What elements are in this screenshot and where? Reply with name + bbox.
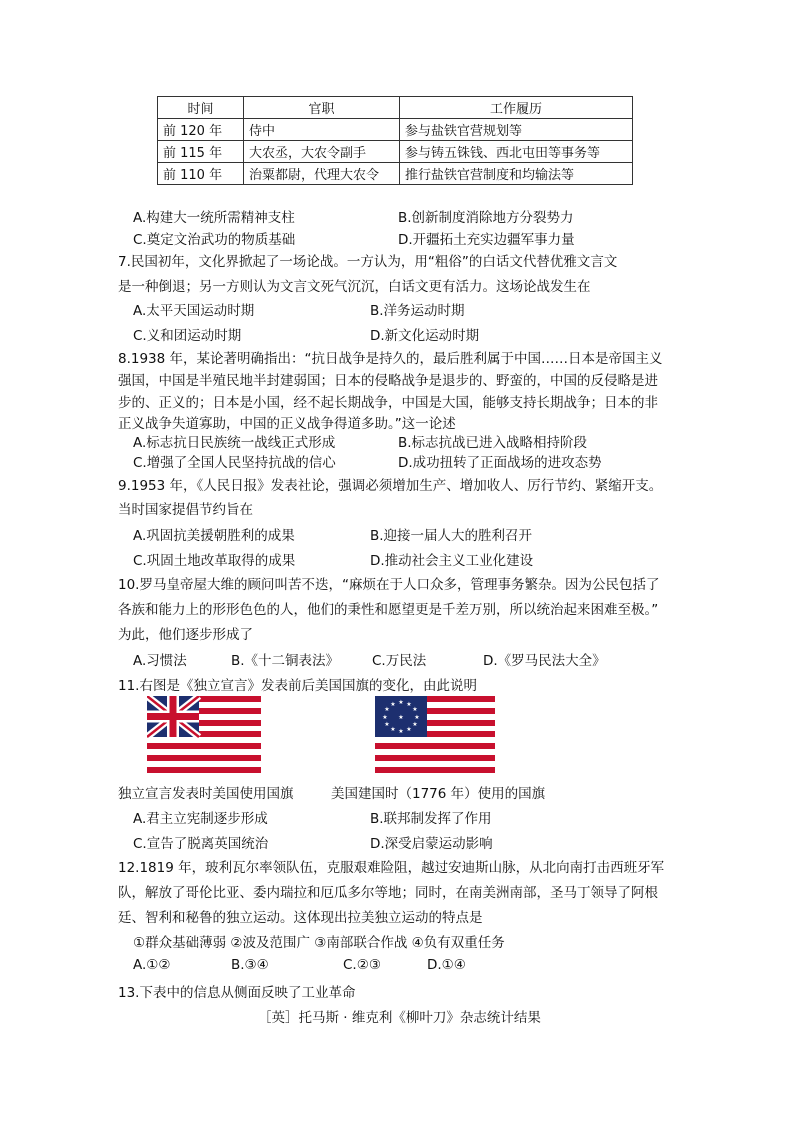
q9-option-c: C.巩固土地改革取得的成果 bbox=[133, 553, 296, 569]
betsy-ross-flag-image bbox=[375, 696, 495, 773]
table-cell: 前 110 年 bbox=[158, 163, 244, 185]
table-cell: 前 120 年 bbox=[158, 119, 244, 141]
q11-option-b: B.联邦制发挥了作用 bbox=[370, 811, 492, 827]
flag2-caption: 美国建国时（1776 年）使用的国旗 bbox=[331, 786, 546, 802]
svg-text:★: ★ bbox=[412, 706, 418, 713]
svg-text:★: ★ bbox=[414, 714, 420, 721]
q9-option-d: D.推动社会主义工业化建设 bbox=[370, 553, 534, 569]
q7-option-d: D.新文化运动时期 bbox=[370, 328, 480, 344]
grand-union-flag-image bbox=[147, 696, 261, 773]
q10-stem-line: 各族和能力上的形形色色的人，他们的秉性和愿望更是千差万别，所以统治起来困难至极。” bbox=[118, 602, 659, 618]
table-row bbox=[158, 141, 633, 163]
q7-stem-line: 是一种倒退；另一方则认为文言文死气沉沉，白话文更有活力。这场论战发生在 bbox=[118, 279, 591, 295]
q11-option-c: C.宣告了脱离英国统治 bbox=[133, 836, 269, 852]
q10-stem-line: 为此，他们逐步形成了 bbox=[118, 627, 253, 643]
q11-option-a: A.君主立宪制逐步形成 bbox=[133, 811, 268, 827]
q11-stem-line: 11.右图是《独立宣言》发表前后美国国旗的变化，由此说明 bbox=[118, 678, 477, 694]
q12-option-d: D.①④ bbox=[427, 957, 466, 973]
svg-text:★: ★ bbox=[390, 726, 396, 733]
q8-stem-line: 步的、正义的；日本是小国，经不起长期战争，中国是大国，能够支持长期战争；日本的非 bbox=[118, 395, 658, 411]
q10-option-c: C.万民法 bbox=[372, 653, 427, 669]
q11-option-d: D.深受启蒙运动影响 bbox=[370, 836, 493, 852]
q9-stem-line: 9.1953 年，《人民日报》发表社论，强调必须增加生产、增加收人、厉行节约、紧缩开支。 bbox=[118, 478, 663, 494]
table-cell: 参与盐铁官营规划等 bbox=[400, 119, 633, 141]
table-header: 官职 bbox=[244, 97, 400, 119]
q10-option-b: B.《十二铜表法》 bbox=[231, 653, 340, 669]
table-row bbox=[158, 119, 633, 141]
official-career-table bbox=[157, 96, 633, 185]
q8-option-c: C.增强了全国人民坚持抗战的信心 bbox=[133, 455, 336, 471]
svg-text:★: ★ bbox=[398, 714, 404, 721]
q12-option-a: A.①② bbox=[133, 957, 171, 973]
svg-text:★: ★ bbox=[390, 701, 396, 708]
svg-text:★: ★ bbox=[382, 714, 388, 721]
table-cell: 侍中 bbox=[244, 119, 400, 141]
q10-option-d: D.《罗马民法大全》 bbox=[483, 653, 606, 669]
q6-option-a: A.构建大一统所需精神支柱 bbox=[133, 210, 295, 226]
svg-text:★: ★ bbox=[406, 726, 412, 733]
svg-text:★: ★ bbox=[398, 699, 404, 706]
q12-stem-line: 队，解放了哥伦比亚、委内瑞拉和厄瓜多尔等地；同时，在南美洲南部，圣马丁领导了阿根 bbox=[118, 885, 658, 901]
q12-option-b: B.③④ bbox=[231, 957, 269, 973]
svg-text:★: ★ bbox=[398, 728, 404, 735]
q13-stem-line: 13.下表中的信息从侧面反映了工业革命 bbox=[118, 985, 356, 1001]
q9-option-a: A.巩固抗美援朝胜利的成果 bbox=[133, 528, 295, 544]
q8-option-b: B.标志抗战已进入战略相持阶段 bbox=[398, 435, 588, 451]
q9-option-b: B.迎接一届人大的胜利召开 bbox=[370, 528, 533, 544]
q12-stem-line: 12.1819 年，玻利瓦尔率领队伍，克服艰难险阻，越过安迪斯山脉，从北向南打击西班牙军 bbox=[118, 860, 665, 876]
q7-stem-line: 7.民国初年，文化界掀起了一场论战。一方认为，用“粗俗”的白话文代替优雅文言文 bbox=[118, 254, 618, 270]
q12-stem-line: 廷、智利和秘鲁的独立运动。这体现出拉美独立运动的特点是 bbox=[118, 910, 483, 926]
table-cell: 大农丞，大农令副手 bbox=[244, 141, 400, 163]
table-header-row bbox=[158, 97, 633, 119]
q7-option-c: C.义和团运动时期 bbox=[133, 328, 242, 344]
table-header: 工作履历 bbox=[400, 97, 633, 119]
q8-option-a: A.标志抗日民族统一战线正式形成 bbox=[133, 435, 336, 451]
q6-option-b: B.创新制度消除地方分裂势力 bbox=[398, 210, 574, 226]
q6-option-d: D.开疆拓土充实边疆军事力量 bbox=[398, 232, 575, 248]
q10-option-a: A.习惯法 bbox=[133, 653, 187, 669]
table-row bbox=[158, 163, 633, 185]
table-header: 时间 bbox=[158, 97, 244, 119]
q12-option-c: C.②③ bbox=[343, 957, 381, 973]
q8-stem-line: 正义战争失道寡助，中国的正义战争得道多助。”这一论述 bbox=[118, 416, 456, 432]
svg-text:★: ★ bbox=[412, 721, 418, 728]
table-cell: 前 115 年 bbox=[158, 141, 244, 163]
q7-option-b: B.洋务运动时期 bbox=[370, 303, 465, 319]
q12-items: ①群众基础薄弱 ②波及范围广 ③南部联合作战 ④负有双重任务 bbox=[133, 935, 505, 951]
flag1-caption: 独立宣言发表时美国使用国旗 bbox=[118, 786, 294, 802]
q9-stem-line: 当时国家提倡节约旨在 bbox=[118, 502, 253, 518]
svg-text:★: ★ bbox=[384, 706, 390, 713]
table-cell: 参与铸五铢钱、西北屯田等事务等 bbox=[400, 141, 633, 163]
q8-stem-line: 8.1938 年，某论著明确指出：“抗日战争是持久的，最后胜利属于中国……日本是帝国主义 bbox=[118, 351, 663, 367]
q7-option-a: A.太平天国运动时期 bbox=[133, 303, 255, 319]
q8-stem-line: 强国，中国是半殖民地半封建弱国；日本的侵略战争是退步的、野蛮的，中国的反侵略是进 bbox=[118, 373, 658, 389]
q6-option-c: C.奠定文治武功的物质基础 bbox=[133, 232, 296, 248]
table-cell: 治粟都尉，代理大农令 bbox=[244, 163, 400, 185]
table-cell: 推行盐铁官营制度和均输法等 bbox=[400, 163, 633, 185]
q8-option-d: D.成功扭转了正面战场的进攻态势 bbox=[398, 455, 602, 471]
q13-table-caption: ［英］托马斯 · 维克利《柳叶刀》杂志统计结果 bbox=[258, 1010, 541, 1026]
q10-stem-line: 10.罗马皇帝屋大维的顾问叫苦不迭，“麻烦在于人口众多，管理事务繁杂。因为公民包括了 bbox=[118, 577, 660, 593]
svg-text:★: ★ bbox=[406, 701, 412, 708]
svg-text:★: ★ bbox=[384, 721, 390, 728]
